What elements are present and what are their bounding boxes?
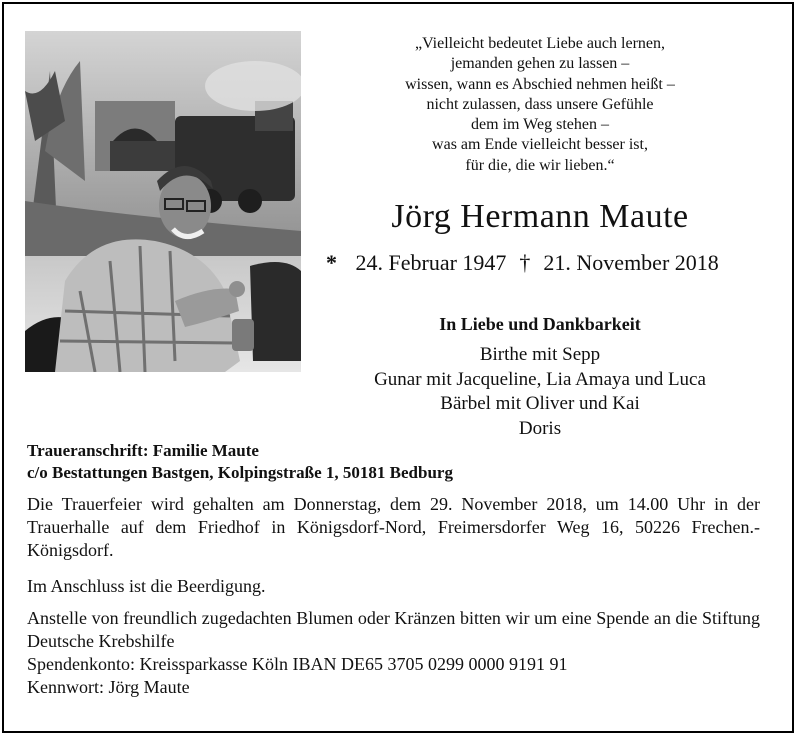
poem-line: wissen, wann es Abschied nehmen heißt – xyxy=(405,75,675,93)
portrait-photo xyxy=(25,31,301,372)
burial-notice: Im Anschluss ist die Beerdigung. xyxy=(27,576,266,596)
poem-line: was am Ende vielleicht besser ist, xyxy=(432,136,648,154)
mourner-line: Doris xyxy=(518,418,562,440)
birth-symbol: * xyxy=(326,250,337,275)
mourners-list xyxy=(320,343,760,442)
donation-text: Anstelle von freundlich zugedachten Blumen oder Kränzen bitten wir um eine Spende an die Stiftung Deutsche Krebshilfe xyxy=(27,608,760,651)
life-dates xyxy=(326,250,766,276)
mourners-intro: In Liebe und Dankbarkeit xyxy=(439,314,641,334)
donation-keyword: Kennwort: Jörg Maute xyxy=(27,677,190,697)
death-symbol: † xyxy=(519,250,531,275)
ceremony-notice: Die Trauerfeier wird gehalten am Donnerstag, dem 29. November 2018, um 14.00 Uhr in der Trauerhalle auf dem Friedhof in Königsdorf-Nord, Freimersdorfer Weg 16, 50226 Frechen.-Königsdorf. xyxy=(27,494,760,560)
donation-notice xyxy=(27,607,760,699)
poem-line: dem im Weg stehen – xyxy=(471,116,609,134)
mourner-line: Birthe mit Sepp xyxy=(479,344,601,365)
poem-line: „Vielleicht bedeutet Liebe auch lernen, xyxy=(414,35,666,52)
birth-date: 24. Februar 1947 xyxy=(355,250,507,275)
address-line: Traueranschrift: Familie Maute xyxy=(27,441,259,460)
poem-line: für die, die wir lieben.“ xyxy=(465,156,615,174)
address-line: c/o Bestattungen Bastgen, Kolpingstraße 1, 50181 Bedburg xyxy=(27,463,453,482)
death-date: 21. November 2018 xyxy=(543,250,719,275)
poem xyxy=(340,34,740,176)
poem-line: nicht zulassen, dass unsere Gefühle xyxy=(426,95,654,113)
mourner-line: Bärbel mit Oliver und Kai xyxy=(440,393,640,415)
mourner-line: Gunar mit Jacqueline, Lia Amaya und Luca xyxy=(374,368,706,390)
deceased-name: Jörg Hermann Maute xyxy=(391,198,689,235)
mourning-address xyxy=(27,440,777,484)
donation-account: Spendenkonto: Kreissparkasse Köln IBAN DE65 3705 0299 0000 9191 91 xyxy=(27,654,568,674)
poem-line: jemanden gehen zu lassen – xyxy=(450,55,630,73)
